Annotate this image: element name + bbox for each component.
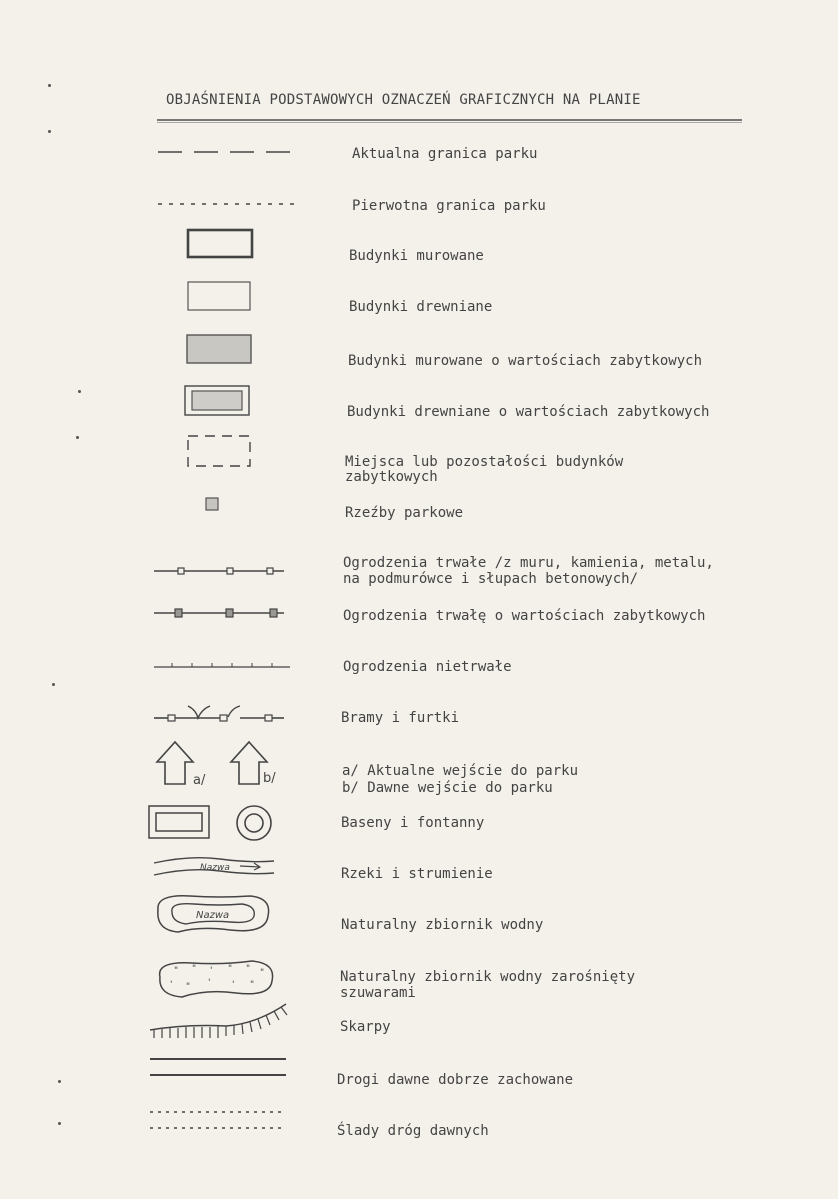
legend-symbol-temporary-fence: [150, 658, 295, 672]
legend-label: Pierwotna granica parku: [352, 198, 546, 214]
svg-text:": ": [174, 966, 179, 976]
svg-text:": ": [260, 968, 265, 978]
legend-symbol-gate: [150, 700, 290, 726]
pond-name-text: Nazwa: [196, 910, 230, 921]
svg-text:": ": [250, 980, 255, 990]
legend-label: Naturalny zbiornik wodny zarośnięty: [340, 969, 636, 985]
legend-symbol-escarpment: [146, 1000, 294, 1046]
legend-symbol-dashed-line: [150, 144, 300, 158]
svg-text:': ': [210, 966, 213, 976]
legend-symbol-historic-brick-building: [185, 333, 255, 367]
legend-symbol-entrance-arrows: [155, 738, 295, 790]
margin-speck: [52, 683, 55, 686]
legend-label: Drogi dawne dobrze zachowane: [337, 1072, 574, 1088]
margin-speck: [58, 1080, 61, 1083]
legend-symbol-historic-fence: [150, 605, 290, 621]
legend-label: Ślady dróg dawnych: [337, 1123, 489, 1139]
legend-label: Bramy i furtki: [341, 710, 460, 726]
legend-label: Skarpy: [340, 1019, 391, 1035]
margin-speck: [76, 436, 79, 439]
legend-symbol-brick-building: [185, 227, 255, 261]
title-underline-secondary: [157, 122, 742, 123]
legend-symbol-road-traces: [146, 1106, 291, 1134]
svg-text:": ": [228, 964, 233, 974]
legend-label: Ogrodzenia trwałe /z muru, kamienia, metalu,: [343, 555, 714, 571]
svg-text:': ': [170, 980, 173, 990]
legend-label-line2: b/ Dawne wejście do parku: [342, 780, 553, 796]
svg-text:": ": [192, 964, 197, 974]
svg-text:': ': [232, 980, 235, 990]
svg-text:": ": [186, 982, 191, 992]
margin-speck: [48, 130, 51, 133]
legend-symbol-wooden-building: [186, 280, 254, 314]
legend-label: Rzeźby parkowe: [345, 505, 464, 521]
legend-symbol-permanent-fence: [150, 563, 290, 579]
legend-label: Naturalny zbiornik wodny: [341, 917, 544, 933]
legend-symbol-dotted-line: [150, 196, 300, 210]
legend-symbol-pond: [150, 890, 275, 940]
legend-label-line2: zabytkowych: [345, 469, 438, 485]
arrow-a-label: a/: [193, 773, 206, 788]
legend-label: Aktualna granica parku: [352, 146, 538, 162]
legend-symbol-reed-pond: [152, 955, 280, 1003]
legend-label: Baseny i fontanny: [341, 815, 485, 831]
legend-label: Rzeki i strumienie: [341, 866, 493, 882]
margin-speck: [48, 84, 51, 87]
legend-symbol-river: [150, 853, 280, 883]
arrow-b-label: b/: [263, 771, 276, 786]
legend-symbol-historic-wooden-building: [183, 384, 253, 420]
margin-speck: [78, 390, 81, 393]
svg-text:': ': [208, 978, 211, 988]
svg-text:": ": [246, 964, 251, 974]
margin-speck: [58, 1122, 61, 1125]
legend-symbol-pool-fountain: [145, 802, 280, 844]
river-name-text: Nazwa: [200, 863, 230, 873]
legend-label: Miejsca lub pozostałości budynków: [345, 454, 624, 470]
legend-label: Budynki murowane o wartościach zabytkowych: [348, 353, 703, 369]
legend-label: Budynki drewniane o wartościach zabytkowych: [347, 404, 710, 420]
legend-symbol-preserved-road: [146, 1053, 291, 1081]
legend-label: Ogrodzenia nietrwałe: [343, 659, 512, 675]
legend-label-line2: szuwarami: [340, 985, 416, 1001]
legend-label: Budynki drewniane: [349, 299, 493, 315]
page-title: OBJAŚNIENIA PODSTAWOWYCH OZNACZEŃ GRAFICZNYCH NA PLANIE: [166, 92, 641, 108]
legend-label: a/ Aktualne wejście do parku: [342, 763, 579, 779]
legend-symbol-building-remains: [183, 432, 257, 472]
legend-label-line2: na podmurówce i słupach betonowych/: [343, 571, 639, 587]
legend-label: Budynki murowane: [349, 248, 484, 264]
legend-label: Ogrodzenia trwałę o wartościach zabytkowych: [343, 608, 706, 624]
legend-symbol-sculpture: [203, 495, 223, 515]
title-underline: [157, 119, 742, 121]
